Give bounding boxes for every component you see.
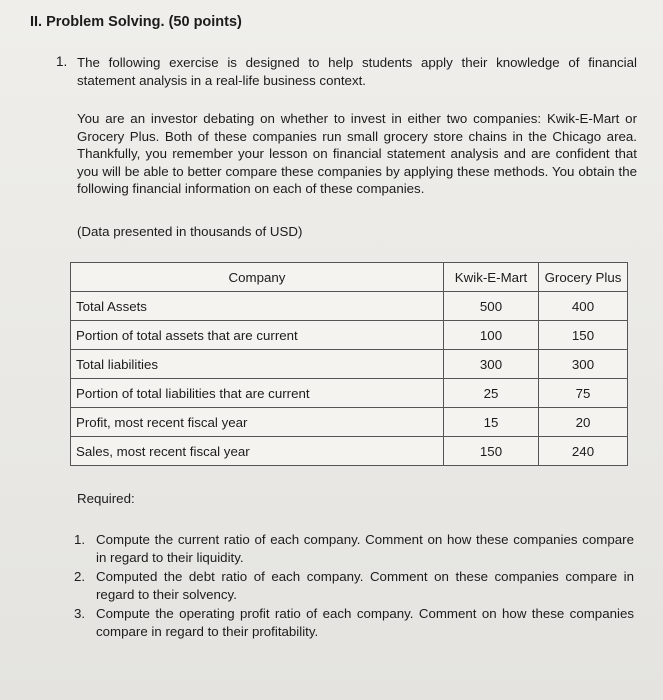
- units-note: (Data presented in thousands of USD): [77, 224, 303, 239]
- item-text: Compute the operating profit ratio of each company. Comment on how these companies compare in regard to their profitability.: [96, 606, 634, 639]
- kwik-value: 500: [444, 292, 539, 321]
- question-scenario: You are an investor debating on whether to invest in either two companies: Kwik-E-Mart or Grocery Plus. Both of these companies run small grocery store chains in the Chicago area. Thankfully, you remember your lesson on financial statement analysis and are confident that you will be able to better compare these companies by applying these methods. You obtain the following financial information on each of these companies.: [77, 111, 637, 196]
- kwik-value: 100: [444, 321, 539, 350]
- item-number: 1.: [74, 532, 86, 547]
- section-heading: II. Problem Solving. (50 points): [30, 14, 242, 30]
- grocery-value: 75: [539, 379, 628, 408]
- header-grocery-plus: Grocery Plus: [539, 263, 628, 292]
- grocery-value: 400: [539, 292, 628, 321]
- question-intro: The following exercise is designed to help students apply their knowledge of financial statement analysis in a real-life business context.: [77, 55, 637, 88]
- item-text: Computed the debt ratio of each company. Comment on these companies compare in regard to their solvency.: [96, 569, 634, 602]
- row-label: Total liabilities: [71, 350, 444, 379]
- table-header-row: [71, 263, 628, 292]
- required-label: Required:: [77, 491, 135, 506]
- row-label: Portion of total assets that are current: [71, 321, 444, 350]
- grocery-value: 150: [539, 321, 628, 350]
- list-item: [74, 605, 634, 640]
- required-list: [74, 531, 634, 642]
- list-item: [74, 531, 634, 566]
- kwik-value: 150: [444, 437, 539, 466]
- item-number: 3.: [74, 606, 86, 621]
- list-item: [74, 568, 634, 603]
- table-row: [71, 379, 628, 408]
- kwik-value: 300: [444, 350, 539, 379]
- header-kwik-e-mart: Kwik-E-Mart: [444, 263, 539, 292]
- table-row: [71, 350, 628, 379]
- grocery-value: 20: [539, 408, 628, 437]
- kwik-value: 25: [444, 379, 539, 408]
- item-text: Compute the current ratio of each company. Comment on how these companies compare in regard to their liquidity.: [96, 532, 634, 565]
- row-label: Profit, most recent fiscal year: [71, 408, 444, 437]
- header-company: Company: [71, 263, 444, 292]
- item-number: 2.: [74, 569, 86, 584]
- table-row: [71, 321, 628, 350]
- financial-data-table: [70, 262, 628, 466]
- grocery-value: 240: [539, 437, 628, 466]
- row-label: Total Assets: [71, 292, 444, 321]
- row-label: Sales, most recent fiscal year: [71, 437, 444, 466]
- table-row: [71, 408, 628, 437]
- row-label: Portion of total liabilities that are current: [71, 379, 444, 408]
- table-row: [71, 292, 628, 321]
- kwik-value: 15: [444, 408, 539, 437]
- grocery-value: 300: [539, 350, 628, 379]
- table-row: [71, 437, 628, 466]
- question-number: 1.: [56, 54, 68, 69]
